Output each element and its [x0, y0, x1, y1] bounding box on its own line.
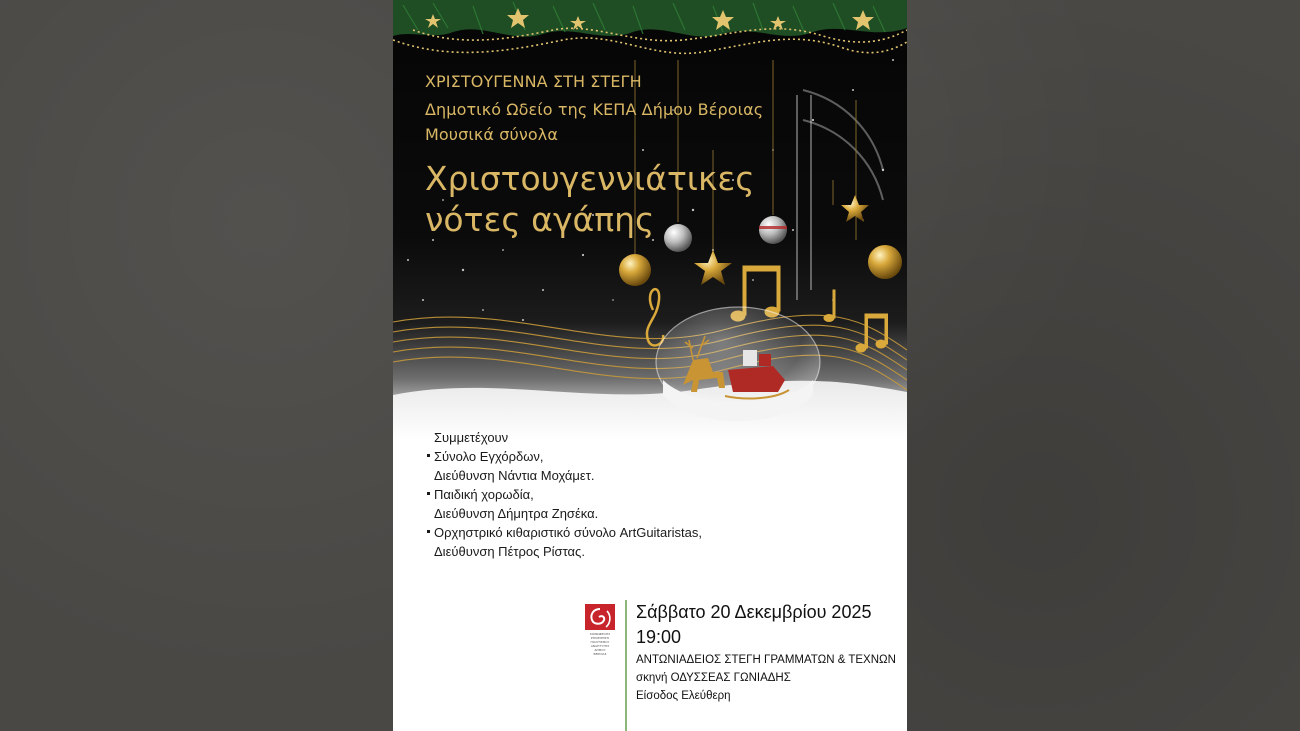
gold-snowflake-icon	[841, 195, 869, 222]
participants-list	[427, 428, 702, 561]
poster-title	[425, 158, 755, 240]
treble-clef-icon	[647, 289, 663, 345]
event-stage: σκηνή ΟΔΥΣΣΕΑΣ ΓΩΝΙΑΔΗΣ	[636, 672, 791, 684]
event-venue: ΑΝΤΩΝΙΑΔΕΙΟΣ ΣΤΕΓΗ ΓΡΑΜΜΑΤΩΝ & ΤΕΧΝΩΝ	[636, 654, 896, 666]
event-time: 19:00	[636, 627, 682, 647]
logo-text-line: ΑΝΑΠΤΥΞΗΣ	[590, 644, 610, 648]
striped-bauble-icon	[759, 216, 787, 244]
logo-text-line: ΠΟΛΙΤΙΣΜΟΥ	[590, 640, 610, 644]
header-line-3: Μουσικά σύνολα	[425, 125, 559, 144]
pine-garland	[393, 0, 907, 70]
gold-star-icon	[694, 250, 732, 285]
list-item	[427, 523, 702, 542]
logo-text-line: ΔΗΜΟΥ	[594, 648, 606, 652]
participants-heading: Συμμετέχουν	[434, 430, 509, 445]
ensemble-name: Σύνολο Εγχόρδων,	[434, 449, 544, 464]
header-line-2: Δημοτικό Ωδείο της ΚΕΠΑ Δήμου Βέροιας	[425, 100, 764, 119]
title-line-1: Χριστουγεννιάτικες	[425, 159, 755, 198]
event-date: Σάββατο 20 Δεκεμβρίου 2025	[636, 602, 872, 622]
ensemble-name: Παιδική χορωδία,	[434, 487, 534, 502]
event-details	[636, 600, 896, 705]
ensemble-name: Ορχηστρικό κιθαριστικό σύνολο ArtGuitaristas,	[434, 525, 702, 540]
gold-bauble-icon	[619, 254, 651, 286]
header-line-1: ΧΡΙΣΤΟΥΓΕΝΝΑ ΣΤΗ ΣΤΕΓΗ	[425, 72, 642, 91]
ensemble-director: Διεύθυνση Πέτρος Ρίστας.	[434, 544, 585, 559]
ensemble-director: Διεύθυνση Νάντια Μοχάμετ.	[434, 468, 595, 483]
list-item	[427, 447, 702, 466]
pine-branch-icon	[393, 0, 907, 37]
kepa-logo-icon	[583, 603, 617, 659]
logo-text-line: ΕΠΙΧΕΙΡΗΣΗ	[590, 636, 610, 640]
ensemble-director: Διεύθυνση Δήμητρα Ζησέκα.	[434, 506, 599, 521]
event-entry: Είσοδος Ελεύθερη	[636, 690, 731, 702]
bead-string	[393, 28, 907, 53]
divider-line	[625, 600, 627, 731]
logo-text-line: ΒΕΡΟΙΑΣ	[593, 652, 607, 656]
quarter-note-icon	[824, 290, 835, 322]
title-line-2: νότες αγάπης	[425, 200, 655, 239]
list-item	[427, 485, 702, 504]
gold-bauble-icon	[868, 245, 902, 279]
event-poster	[393, 0, 907, 731]
snow-globe-icon	[656, 307, 820, 421]
logo-text-line: ΚΟΙΝΩΦΕΛΗΣ	[589, 632, 611, 636]
